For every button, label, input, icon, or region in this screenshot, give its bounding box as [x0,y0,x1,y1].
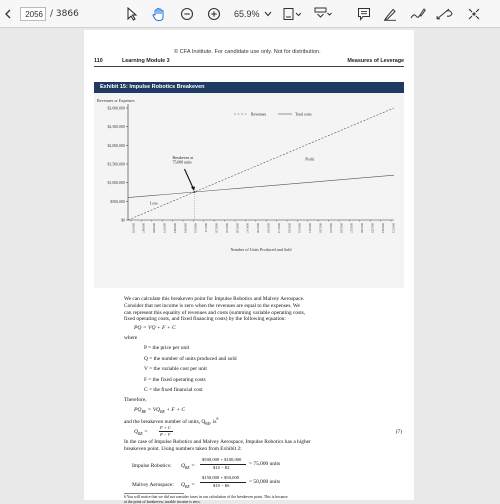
page-total: / 3866 [50,9,79,19]
page-fit-icon[interactable] [283,0,301,28]
calc1-denominator: $10 − $2 [213,465,230,470]
zoom-out-icon[interactable] [180,0,194,28]
y-tick-label: $2,000,000 [107,143,125,148]
x-tick-label: 000138 [235,223,240,233]
chart-layer [97,98,395,252]
eq3-numerator: F + C [160,425,171,430]
calc1-sub: BE [185,466,190,471]
paragraph-intro-line-3: can represent this equality of revenues and costs (summing variable operating costs, [124,309,306,316]
definition-item: C = the fixed financial cost [144,387,203,393]
paragraph-intro [124,296,305,323]
definition-item: F = the fixed operating costs [144,376,206,383]
breakeven-point [194,191,196,193]
x-tick-label: 000183 [287,223,292,233]
footnote-line-1: 6 You will notice that we did not consider taxes in our calculation of the breakeven point. This is because [124,495,288,499]
y-tick-label: $0 [121,218,125,223]
zoom-in-icon[interactable] [207,0,221,28]
breakeven-annotation-line-2: 75,000 units [172,160,192,165]
calc2-sub: BE [185,485,190,490]
legend-label-revenues: Revenues [251,112,267,117]
paragraph-malvey [124,439,311,453]
calc2-lhs: $Q_{BE}$ = [181,482,195,490]
calc2-label: Malvey Aerospace: [132,482,174,488]
x-tick-label: 000255 [370,223,375,233]
y-tick-label: $1,000,000 [107,181,125,186]
breakeven-arrow [185,169,194,189]
calc1-numerator: $500,000 + $100,000 [202,457,242,462]
eq2-pq: PQ [134,407,142,413]
calc2-numerator: $150,000 + $50,000 [202,475,240,480]
section-name: Measures of Leverage [347,58,404,64]
x-tick-label: 000228 [339,223,344,233]
and-text: and the breakeven number of units, Q [124,418,206,425]
zoom-level[interactable]: 65.9% [234,9,260,19]
x-tick-label: 000096 [152,223,157,233]
calc2-q: Q [181,482,186,488]
paragraph-intro-line-2: Consider that net income is zero when the revenues are equal to the expenses. We [124,302,300,309]
series-line-total-costs [128,175,394,197]
eq3-sub: BE [138,432,143,437]
definition-item: P = the price per unit [144,345,190,351]
scroll-mode-icon[interactable] [314,0,332,28]
y-tick-label: $3,000,000 [107,106,125,111]
comment-icon[interactable] [357,0,371,28]
pdf-page [84,30,414,504]
page-number-input[interactable]: 2056 [20,7,46,21]
zoom-dropdown-icon[interactable] [264,0,272,28]
x-axis-label: Number of Units Produced and Sold [230,247,292,252]
x-tick-label: 000111 [204,223,209,233]
x-tick-label: 000246 [360,223,365,233]
profit-label: Profit [305,157,315,162]
x-tick-label: 000102 [193,223,198,233]
equation-breakeven [134,407,185,414]
module-name: Learning Module 3 [122,58,170,64]
eq2-sub: BE [141,410,147,415]
x-tick-label: 000165 [266,223,271,233]
y-tick-label: $2,500,000 [107,125,125,130]
copyright-notice: © CFA Institute. For candidate use only. Not for distribution. [174,49,321,55]
equation-number: (7) [395,429,402,435]
y-axis-label: Revenues or Expenses [97,98,135,103]
eq2-vq: = VQ [147,407,161,413]
x-tick-label: 000156 [256,223,261,233]
paragraph-intro-line-4: fixed operating costs, and fixed financing costs) by the following equation: [124,316,286,323]
footnote-line-2: at the point of breakeven, taxable income is zero. [124,500,201,504]
calc1-label: Impulse Robotics: [132,463,172,469]
calc2-result: = 50,000 units [249,479,281,485]
x-tick-label: 000078 [131,223,136,233]
eq3-denominator: P − V [160,432,171,437]
x-tick-label: 000093 [183,223,188,233]
and-sub: BE [205,421,211,426]
breakeven-annotation-line-1: Breakeven at [172,156,193,160]
x-tick-label: 000129 [224,223,229,233]
therefore-label: Therefore, [124,397,147,403]
calc1-lhs: $Q_{BE}$ = [181,463,195,471]
series-line-revenues [128,108,394,220]
legend-label-total-costs: Total costs [295,112,312,117]
definition-item: Q = the number of units produced and sold [144,355,237,362]
x-tick-label: 000087 [141,223,146,233]
eq3-equals: = [144,429,148,435]
scroll-up-arrow-icon[interactable] [4,0,12,28]
header-rule [94,66,404,67]
x-tick-label: 000174 [276,223,281,233]
definition-item: V = the variable cost per unit [144,366,207,372]
toolbar-overflow-icon[interactable] [467,0,481,28]
where-label: where [124,335,138,341]
calc2-denominator: $10 − $6 [213,483,230,488]
calc1-result: = 75,000 units [249,461,281,467]
x-tick-label: 000084 [172,223,177,233]
x-tick-label: 000237 [349,223,354,233]
breakeven-chart [94,93,404,288]
page-number: 110 [94,58,103,64]
eq2-sub2: BE [160,410,165,415]
pdf-toolbar [0,0,500,28]
footnote-rule [124,493,184,494]
paragraph-malvey-line-2: breakeven point. Using numbers taken from Exhibit 2: [124,445,242,452]
exhibit-title: Exhibit 15: Impulse Robotics Breakeven [94,82,404,93]
x-tick-label: 000273 [391,223,396,233]
footnote-ref[interactable]: 6 [216,417,219,421]
paragraph-intro-line-1: We can calculate this breakeven point for Impulse Robotics and Malvey Aerospace. [124,296,305,302]
exhibit-chart [94,82,404,288]
fill-sign-icon[interactable] [436,0,454,28]
x-tick-label: 000219 [328,223,333,233]
hand-tool-icon[interactable] [152,0,166,28]
draw-icon[interactable] [410,0,426,28]
y-tick-label: $1,500,000 [107,162,125,167]
x-tick-label: 000264 [380,223,385,233]
x-tick-label: 000075 [162,223,167,233]
eq2-tail: + F + C [166,407,186,413]
paragraph-malvey-line-1: In the case of Impulse Robotics and Malvey Aerospace, Impulse Robotics has a higher [124,439,311,445]
x-tick-label: 000120 [214,223,219,233]
select-cursor-icon[interactable] [126,0,138,28]
eq3-lhs [134,429,148,436]
breakeven-arrowhead [191,187,195,192]
highlight-pen-icon[interactable] [383,0,397,28]
x-tick-label: 000201 [308,223,313,233]
x-tick-label: 000147 [245,223,250,233]
x-tick-label: 000210 [318,223,323,233]
y-tick-label: $500,000 [110,199,125,204]
x-tick-label: 000192 [297,223,302,233]
calc1-q: Q [181,463,186,469]
breakeven-units-intro [124,417,218,426]
loss-label: Loss [150,201,158,206]
eq3-q: Q [134,429,139,435]
equation-pq: PQ = VQ + F + C [134,325,176,331]
and-tail: , is [210,418,217,425]
